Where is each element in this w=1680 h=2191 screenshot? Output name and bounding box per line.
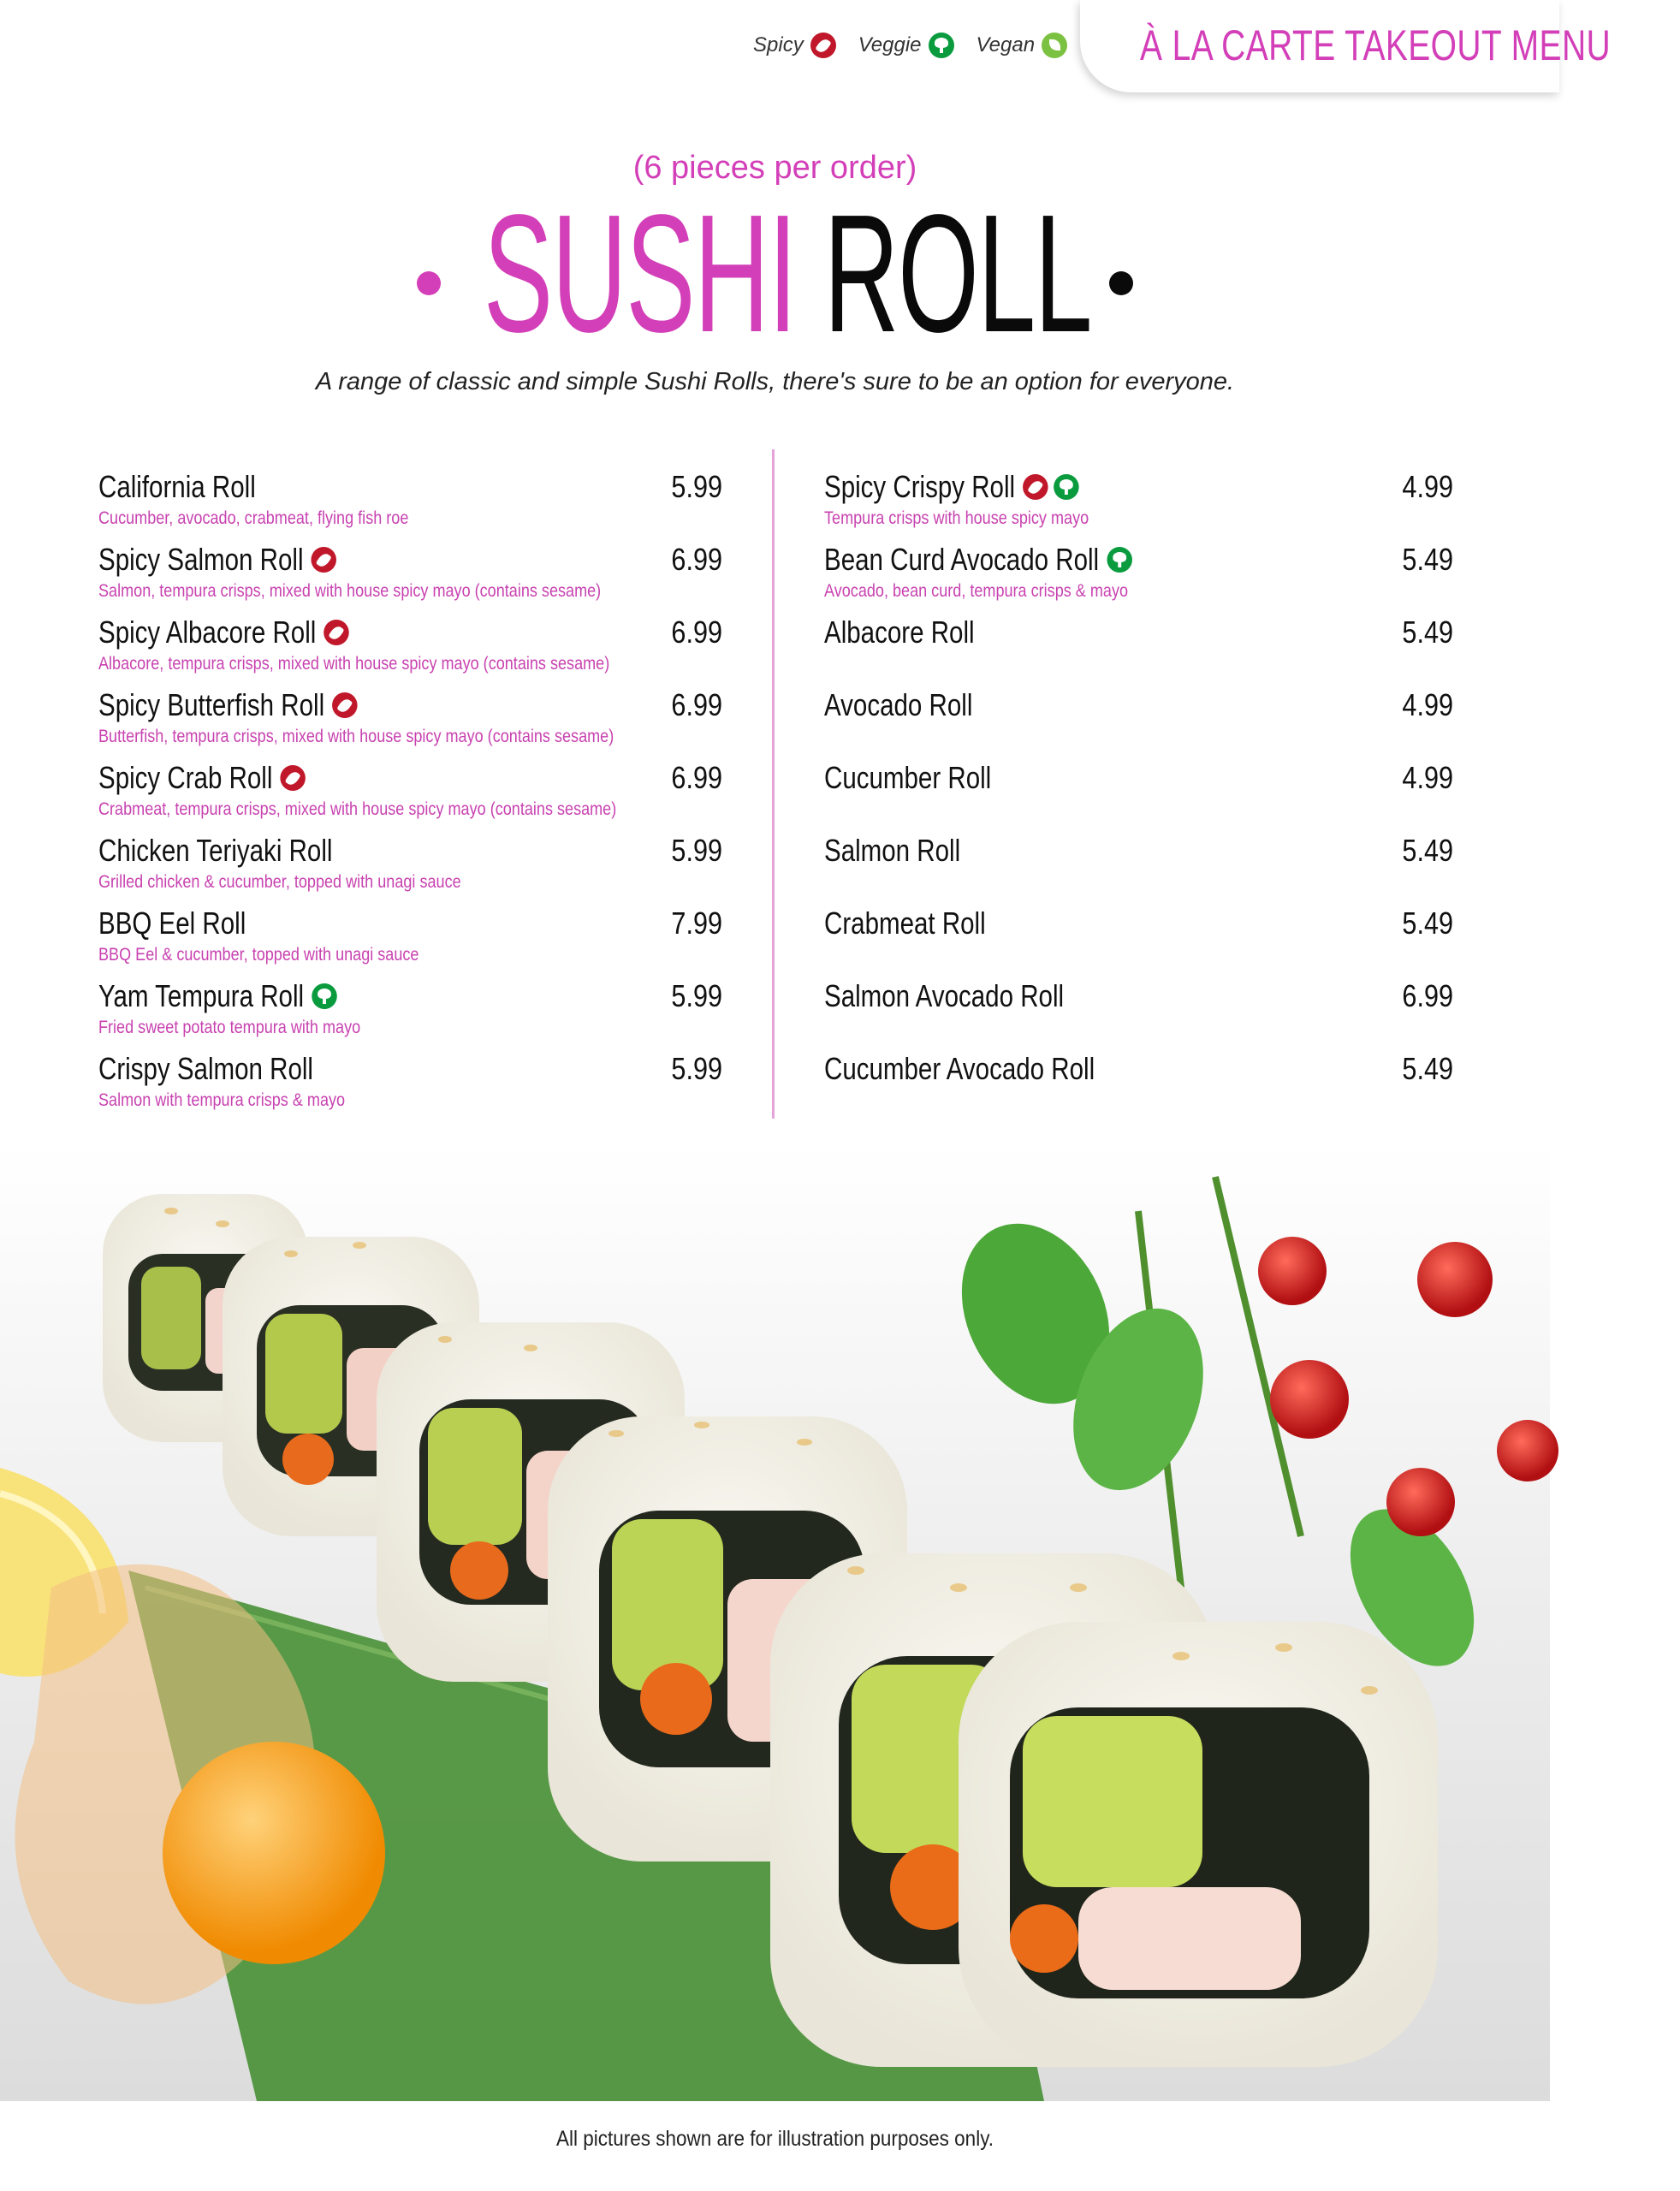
- menu-item-description: Avocado, bean curd, tempura crisps & mayo: [824, 581, 1129, 601]
- menu-item-description: Crabmeat, tempura crisps, mixed with house spicy mayo (contains sesame): [98, 799, 617, 819]
- menu-item-description: Cucumber, avocado, crabmeat, flying fish roe: [98, 508, 409, 528]
- menu-item-name: [824, 687, 972, 723]
- menu-item: [98, 978, 749, 1047]
- menu-item-description: Grilled chicken & cucumber, topped with unagi sauce: [98, 872, 461, 892]
- menu-item-name: [824, 542, 1130, 578]
- menu-item-price: 6.99: [671, 542, 722, 577]
- menu-item-name: [98, 833, 332, 869]
- menu-item: [824, 469, 1680, 537]
- legend-vegan: [977, 33, 1068, 58]
- veggie-icon: [929, 33, 954, 58]
- spicy-icon: [1023, 474, 1048, 500]
- menu-item-description: Albacore, tempura crisps, mixed with house spicy mayo (contains sesame): [98, 654, 610, 674]
- menu-item-name: [824, 833, 960, 869]
- sushi-photo: [0, 1143, 1550, 2101]
- menu-item: [824, 978, 1680, 1047]
- pieces-note: (6 pieces per order): [632, 150, 917, 186]
- menu-item-name: [824, 469, 1077, 505]
- menu-item-name: [98, 760, 304, 796]
- menu-item: [824, 760, 1680, 828]
- title-text: [484, 180, 1092, 367]
- menu-item: [824, 687, 1680, 756]
- menu-item: [98, 615, 749, 683]
- title-word-roll: ROLL: [823, 180, 1092, 367]
- menu-item-name: [98, 469, 256, 505]
- legend-spicy: [753, 33, 836, 58]
- menu-item-description: Tempura crisps with house spicy mayo: [824, 508, 1089, 528]
- legend-veggie: [858, 33, 954, 58]
- menu-item-name-text: Avocado Roll: [824, 687, 973, 722]
- menu-item-name: [98, 542, 335, 578]
- menu-item-name-text: Spicy Butterfish Roll: [98, 687, 325, 722]
- menu-item-name-text: Salmon Roll: [824, 833, 961, 868]
- menu-item-price: 6.99: [1402, 978, 1453, 1013]
- menu-item-name-text: Spicy Albacore Roll: [98, 615, 317, 650]
- menu-item-name: [824, 905, 986, 941]
- legend-label: Veggie: [858, 33, 922, 56]
- menu-tab-title: À LA CARTE TAKEOUT MENU: [1140, 21, 1612, 69]
- menu-item: [824, 833, 1680, 901]
- menu-item: [98, 469, 749, 537]
- spicy-icon: [280, 765, 306, 791]
- menu-item-name: [98, 978, 335, 1014]
- menu-item-name-text: Crispy Salmon Roll: [98, 1051, 313, 1086]
- vegan-icon: [1042, 33, 1067, 58]
- title-word-sushi: SUSHI: [484, 180, 797, 367]
- sushi-illustration: [0, 1143, 1550, 2101]
- menu-item-name-text: Salmon Avocado Roll: [824, 978, 1065, 1013]
- menu-item-price: 5.99: [671, 469, 722, 504]
- menu-item: [98, 1051, 749, 1119]
- menu-item: [824, 1051, 1680, 1119]
- menu-item: [98, 905, 749, 974]
- menu-item-description: Salmon with tempura crisps & mayo: [98, 1090, 346, 1110]
- menu-item-description: Fried sweet potato tempura with mayo: [98, 1018, 361, 1037]
- spicy-icon: [810, 33, 836, 58]
- menu-item-name: [824, 760, 991, 796]
- menu-item-name: [98, 905, 246, 941]
- menu-item-price: 5.99: [671, 978, 722, 1013]
- menu-item-name: [824, 978, 1064, 1014]
- menu-item-price: 6.99: [671, 760, 722, 795]
- menu-item-price: 5.49: [1402, 542, 1453, 577]
- menu-item-name-text: Chicken Teriyaki Roll: [98, 833, 333, 868]
- menu-item: [824, 905, 1680, 974]
- menu-item-name-text: California Roll: [98, 469, 256, 504]
- menu-item: [824, 542, 1680, 610]
- menu-item-price: 5.99: [671, 833, 722, 868]
- veggie-icon: [1054, 474, 1079, 500]
- menu-item-name: [98, 1051, 313, 1087]
- menu-item-name-text: Spicy Crab Roll: [98, 760, 273, 795]
- menu-item-name-text: Cucumber Avocado Roll: [824, 1051, 1095, 1086]
- menu-item-price: 5.49: [1402, 615, 1453, 650]
- menu-item: [98, 687, 749, 756]
- title-dot-right: [1109, 271, 1133, 295]
- menu-item-description: BBQ Eel & cucumber, topped with unagi sauce: [98, 945, 419, 965]
- menu-item: [824, 615, 1680, 683]
- legend-label: Vegan: [976, 33, 1036, 56]
- veggie-icon: [312, 983, 337, 1009]
- menu-item: [98, 542, 749, 610]
- dietary-legend: [753, 33, 1067, 58]
- menu-item-name-text: Spicy Salmon Roll: [98, 542, 304, 577]
- legend-label: Spicy: [753, 33, 804, 56]
- menu-item-name: [98, 687, 355, 723]
- menu-item-price: 5.49: [1402, 905, 1453, 941]
- menu-item-description: Butterfish, tempura crisps, mixed with house spicy mayo (contains sesame): [98, 727, 614, 746]
- menu-item-price: 5.49: [1402, 833, 1453, 868]
- menu-item-name: [824, 1051, 1095, 1087]
- column-divider: [772, 449, 775, 1119]
- footer-disclaimer: All pictures shown are for illustration purposes only.: [555, 2127, 994, 2151]
- menu-item-name: [824, 615, 975, 650]
- spicy-icon: [332, 692, 358, 718]
- menu-item-name-text: BBQ Eel Roll: [98, 905, 246, 941]
- spicy-icon: [312, 547, 337, 573]
- menu-item-price: 4.99: [1402, 760, 1453, 795]
- menu-tab: [1080, 0, 1612, 92]
- page-title: [0, 180, 1550, 367]
- menu-item-price: 6.99: [671, 615, 722, 650]
- spicy-icon: [324, 620, 349, 645]
- title-dot-left: [417, 271, 441, 295]
- veggie-icon: [1107, 547, 1132, 573]
- menu-item-price: 5.99: [671, 1051, 722, 1086]
- menu-item: [98, 833, 749, 901]
- page-subtitle: A range of classic and simple Sushi Rolls, there's sure to be an option for everyone.: [315, 368, 1235, 395]
- menu-item-name-text: Bean Curd Avocado Roll: [824, 542, 1100, 577]
- menu-item-name-text: Cucumber Roll: [824, 760, 992, 795]
- menu-item-name: [98, 615, 347, 650]
- menu-item-name-text: Yam Tempura Roll: [98, 978, 305, 1013]
- menu-item-price: 4.99: [1402, 469, 1453, 504]
- menu-item-name-text: Crabmeat Roll: [824, 905, 986, 941]
- menu-item-price: 7.99: [671, 905, 722, 941]
- menu-item: [98, 760, 749, 828]
- menu-item-name-text: Spicy Crispy Roll: [824, 469, 1016, 504]
- menu-item-description: Salmon, tempura crisps, mixed with house spicy mayo (contains sesame): [98, 581, 602, 601]
- menu-item-name-text: Albacore Roll: [824, 615, 975, 650]
- menu-item-price: 4.99: [1402, 687, 1453, 722]
- menu-item-price: 5.49: [1402, 1051, 1453, 1086]
- menu-item-price: 6.99: [671, 687, 722, 722]
